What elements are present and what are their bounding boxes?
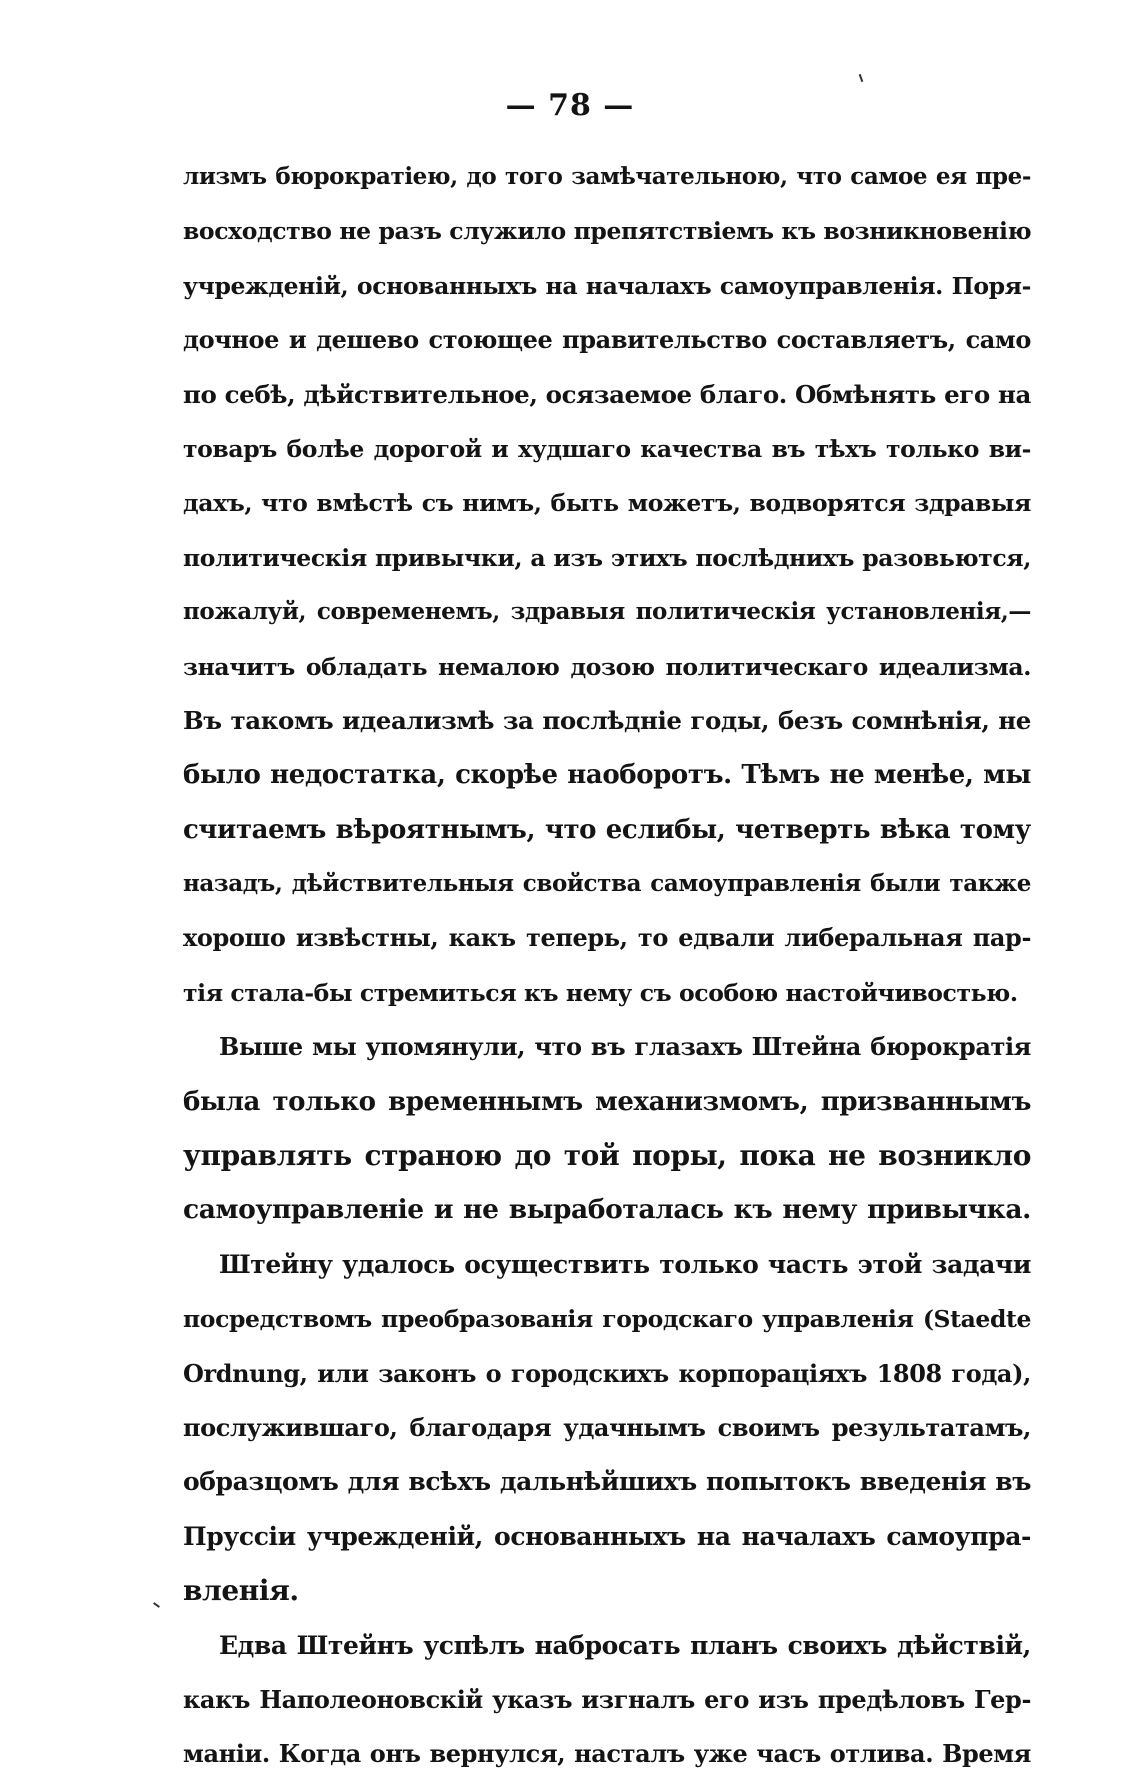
text-line: значитъ обладать немалою дозою политическаго идеализма. (183, 652, 1031, 681)
paragraph-start-line: Штейну удалось осуществить только часть этой задачи (219, 1249, 1031, 1279)
text-line: назадъ, дѣйствительныя свойства самоуправленія были также (183, 870, 1031, 898)
text-line: Въ такомъ идеализмѣ за послѣдніе годы, безъ сомнѣнія, не (183, 705, 1031, 735)
text-line: самоуправленіе и не выработалась къ нему привычка. (183, 1194, 1031, 1226)
text-line: восходство не разъ служило препятствіемъ къ возникновенію (183, 217, 1031, 246)
text-line: считаемъ вѣроятнымъ, что еслибы, четверть вѣка тому (183, 814, 1031, 845)
text-line: лизмъ бюрократіею, до того замѣчательною, что самое ея пре- (183, 163, 1031, 190)
text-line: маніи. Когда онъ вернулся, насталъ уже часъ отлива. Время (183, 1739, 1031, 1769)
text-line: была только временнымъ механизмомъ, призваннымъ (183, 1086, 1031, 1117)
text-line: тія стала-бы стремиться къ нему съ особою настойчивостью. (183, 978, 1018, 1007)
text-line: дочное и дешево стоющее правительство составляетъ, само (183, 325, 1031, 355)
text-line: Ordnung, или законъ о городскихъ корпораціяхъ 1808 года), (183, 1358, 1031, 1388)
text-line: политическія привычки, а изъ этихъ послѣднихъ разовьются, (183, 543, 1031, 572)
text-line: посредствомъ преобразованія городскаго управленія (Staedte (183, 1305, 1031, 1334)
text-line: было недостатка, скорѣе наоборотъ. Тѣмъ не менѣе, мы (183, 760, 1031, 791)
scan-speck (153, 1602, 160, 1608)
text-line: вленія. (183, 1574, 299, 1608)
paragraph-start-line: Выше мы упомянули, что въ глазахъ Штейна бюрократія (219, 1032, 1031, 1062)
text-line: хорошо извѣстны, какъ теперь, то едвали либеральная пар- (183, 923, 1031, 953)
text-line: учрежденій, основанныхъ на началахъ самоуправленія. Поря- (183, 271, 1031, 300)
text-line: образцомъ для всѣхъ дальнѣйшихъ попытокъ введенія въ (183, 1467, 1031, 1497)
text-line: дахъ, что вмѣстѣ съ нимъ, быть можетъ, водворятся здравыя (183, 489, 1031, 518)
scan-speck (859, 74, 864, 82)
page-number: — 78 — (505, 88, 635, 123)
text-line: по себѣ, дѣйствительное, осязаемое благо. Обмѣнять его на (183, 379, 1031, 409)
text-line: Пруссіи учрежденій, основанныхъ на началахъ самоупра- (183, 1521, 1031, 1551)
text-line: послужившаго, благодаря удачнымъ своимъ результатамъ, (183, 1412, 1031, 1442)
text-line: пожалуй, современемъ, здравыя политическія установленія,— (183, 598, 1031, 626)
paragraph-start-line: Едва Штейнъ успѣлъ набросать планъ своихъ дѣйствій, (219, 1630, 1031, 1660)
text-line: какъ Наполеоновскій указъ изгналъ его изъ предѣловъ Гер- (183, 1684, 1031, 1714)
body-text (183, 150, 1031, 1782)
text-line: товаръ болѣе дорогой и худшаго качества въ тѣхъ только ви- (183, 434, 1031, 463)
text-line: управлять страною до той поры, пока не возникло (183, 1139, 1031, 1173)
